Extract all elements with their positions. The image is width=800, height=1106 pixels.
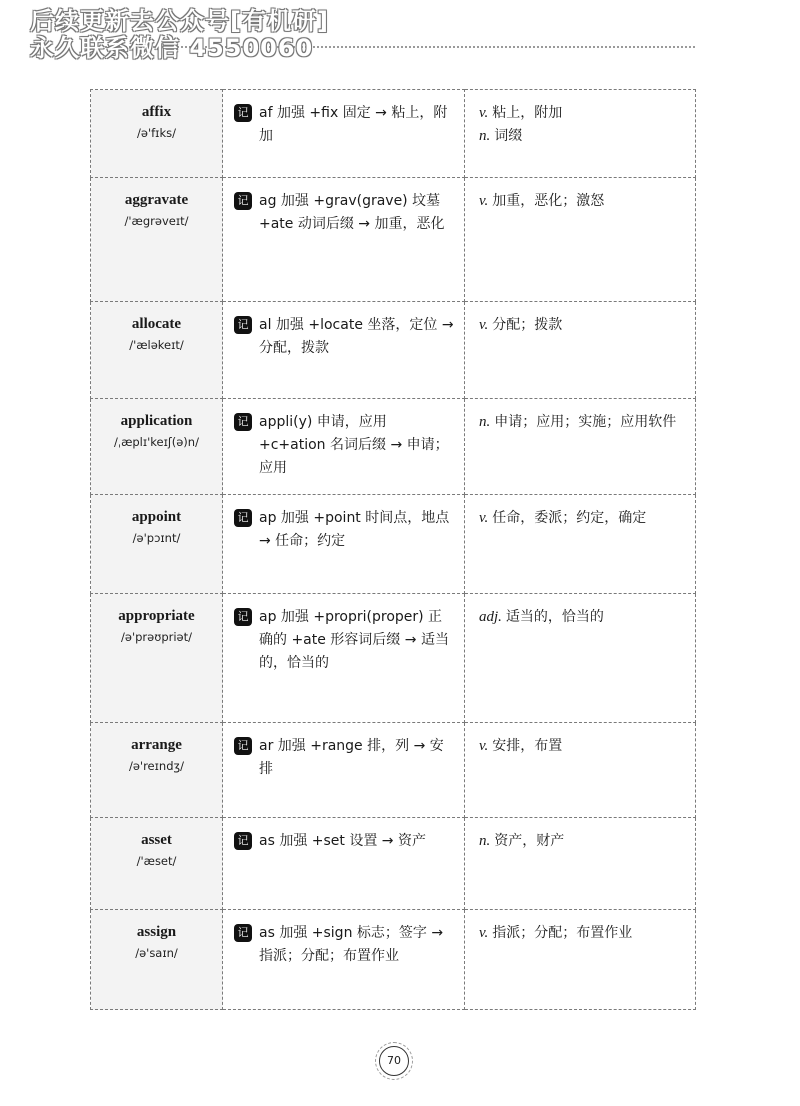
meaning: 词缀 xyxy=(494,128,523,144)
definition-cell xyxy=(465,495,696,594)
definition-cell xyxy=(465,302,696,399)
table-row xyxy=(91,910,696,1010)
word: allocate xyxy=(131,316,182,332)
definition xyxy=(479,507,685,530)
part-of-speech: n. xyxy=(479,833,491,849)
part-of-speech: v. xyxy=(479,105,489,121)
memo-icon: 记 xyxy=(234,509,252,527)
word: appoint xyxy=(131,509,182,525)
part-of-speech: v. xyxy=(479,925,489,941)
meaning: 粘上，附加 xyxy=(492,105,563,121)
definition xyxy=(479,922,685,945)
memo-icon: 记 xyxy=(234,608,252,626)
memo-icon: 记 xyxy=(234,104,252,122)
watermark-line-1: 后续更新去公众号[有机研] xyxy=(30,7,329,35)
phonetic: /ə'pɔɪnt/ xyxy=(132,531,181,545)
definition-cell xyxy=(465,723,696,818)
page-number: 70 xyxy=(379,1046,409,1076)
part-of-speech: v. xyxy=(479,738,489,754)
vocabulary-table xyxy=(90,89,696,1010)
memo-text: al 加强 +locate 坐落，定位 → 分配，拨款 xyxy=(259,317,454,356)
memo-cell xyxy=(223,818,465,910)
memo-cell xyxy=(223,594,465,723)
memo-text: af 加强 +fix 固定 → 粘上，附加 xyxy=(259,105,448,144)
memo-icon: 记 xyxy=(234,413,252,431)
memo-text: as 加强 +set 设置 → 资产 xyxy=(259,833,426,849)
memo-text: as 加强 +sign 标志；签字 → 指派；分配；布置作业 xyxy=(259,925,444,964)
definition xyxy=(479,102,685,125)
memo-text: ag 加强 +grav(grave) 坟墓 +ate 动词后缀 → 加重，恶化 xyxy=(259,193,445,232)
definition xyxy=(479,830,685,853)
memo-text: ap 加强 +propri(proper) 正确的 +ate 形容词后缀 → 适当的，恰当的 xyxy=(259,609,449,671)
word-cell xyxy=(91,910,223,1010)
meaning: 任命，委派；约定，确定 xyxy=(492,510,647,526)
watermark xyxy=(30,8,329,62)
word-cell xyxy=(91,178,223,302)
watermark-line-2: 永久联系微信 4550060 xyxy=(30,34,314,62)
table-row xyxy=(91,818,696,910)
word-cell xyxy=(91,723,223,818)
memo-cell xyxy=(223,910,465,1010)
meaning: 安排，布置 xyxy=(492,738,563,754)
definition-cell xyxy=(465,178,696,302)
word: application xyxy=(120,413,193,429)
definition xyxy=(479,606,685,629)
definition xyxy=(479,190,685,213)
phonetic: /'ægrəveɪt/ xyxy=(124,214,189,228)
meaning: 指派；分配；布置作业 xyxy=(492,925,633,941)
definition xyxy=(479,411,685,434)
memo-icon: 记 xyxy=(234,832,252,850)
meaning: 申请；应用；实施；应用软件 xyxy=(494,414,677,430)
meaning: 资产，财产 xyxy=(494,833,565,849)
memo-cell xyxy=(223,495,465,594)
definition xyxy=(479,735,685,758)
memo-icon: 记 xyxy=(234,924,252,942)
definition-cell xyxy=(465,594,696,723)
definition xyxy=(479,314,685,337)
memo-cell xyxy=(223,302,465,399)
word: asset xyxy=(141,832,172,848)
memo-text: ap 加强 +point 时间点，地点 → 任命；约定 xyxy=(259,510,450,549)
phonetic: /ə'saɪn/ xyxy=(135,946,178,960)
word-cell xyxy=(91,818,223,910)
memo-icon: 记 xyxy=(234,737,252,755)
part-of-speech: v. xyxy=(479,193,489,209)
memo-text: ar 加强 +range 排，列 → 安排 xyxy=(259,738,444,777)
part-of-speech: v. xyxy=(479,510,489,526)
word: affix xyxy=(141,104,172,120)
word: aggravate xyxy=(124,192,189,208)
definition-cell xyxy=(465,910,696,1010)
table-row xyxy=(91,178,696,302)
memo-icon: 记 xyxy=(234,192,252,210)
memo-cell xyxy=(223,723,465,818)
phonetic: /'æləkeɪt/ xyxy=(129,338,184,352)
word-cell xyxy=(91,90,223,178)
meaning: 适当的，恰当的 xyxy=(505,609,604,625)
part-of-speech: adj. xyxy=(479,609,502,625)
word: arrange xyxy=(131,737,182,753)
definition-cell xyxy=(465,818,696,910)
table-row xyxy=(91,723,696,818)
phonetic: /'æset/ xyxy=(136,854,177,868)
table-row xyxy=(91,594,696,723)
table-row xyxy=(91,399,696,495)
table-row xyxy=(91,90,696,178)
table-row xyxy=(91,302,696,399)
word-cell xyxy=(91,495,223,594)
word-cell xyxy=(91,399,223,495)
part-of-speech: n. xyxy=(479,128,491,144)
meaning: 分配；拨款 xyxy=(492,317,563,333)
definition-cell xyxy=(465,90,696,178)
memo-icon: 记 xyxy=(234,316,252,334)
memo-cell xyxy=(223,90,465,178)
phonetic: /ə'prəʊpriət/ xyxy=(121,630,192,644)
word: appropriate xyxy=(118,608,195,624)
phonetic: /ə'fɪks/ xyxy=(137,126,176,140)
memo-text: appli(y) 申请，应用 +c+ation 名词后缀 → 申请；应用 xyxy=(259,414,449,476)
word-cell xyxy=(91,594,223,723)
definition-cell xyxy=(465,399,696,495)
phonetic: /ə'reɪndʒ/ xyxy=(128,759,185,773)
table-row xyxy=(91,495,696,594)
memo-cell xyxy=(223,399,465,495)
phonetic: /ˌæplɪ'keɪʃ(ə)n/ xyxy=(114,435,199,449)
meaning: 加重，恶化；激怒 xyxy=(492,193,605,209)
word-cell xyxy=(91,302,223,399)
memo-cell xyxy=(223,178,465,302)
part-of-speech: n. xyxy=(479,414,491,430)
definition xyxy=(479,125,685,148)
word: assign xyxy=(136,924,177,940)
part-of-speech: v. xyxy=(479,317,489,333)
